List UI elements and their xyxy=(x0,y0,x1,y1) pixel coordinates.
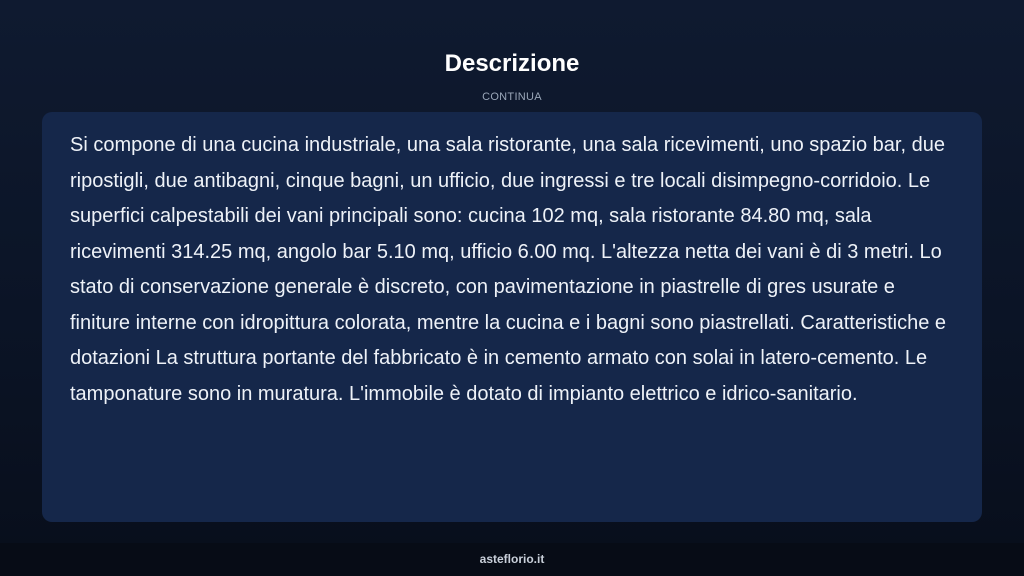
page-subtitle: CONTINUA xyxy=(482,91,542,103)
description-text: Si compone di una cucina industriale, una sala ristorante, una sala ricevimenti, uno spazio bar, due ripostigli, due antibagni, cinque bagni, un ufficio, due ingressi e tre locali disimpegno-corridoio. Le superfici calpestabili dei vani principali sono: cucina 102 mq, sala ristorante 84.80 mq, sala ricevimenti 314.25 mq, angolo bar 5.10 mq, ufficio 6.00 mq. L'altezza netta dei vani è di 3 metri. Lo stato di conservazione generale è discreto, con pavimentazione in piastrelle di gres usurate e finiture interne con idropittura colorata, mentre la cucina e i bagni sono piastrellati. Caratteristiche e dotazioni La struttura portante del fabbricato è in cemento armato con solai in latero-cemento. Le tamponature sono in muratura. L'immobile è dotato di impianto elettrico e idrico-sanitario. xyxy=(70,134,947,405)
footer-brand: asteflorio.it xyxy=(479,552,545,566)
page-title: Descrizione xyxy=(444,50,580,77)
description-card xyxy=(42,112,982,522)
footer-bar xyxy=(0,543,1024,576)
